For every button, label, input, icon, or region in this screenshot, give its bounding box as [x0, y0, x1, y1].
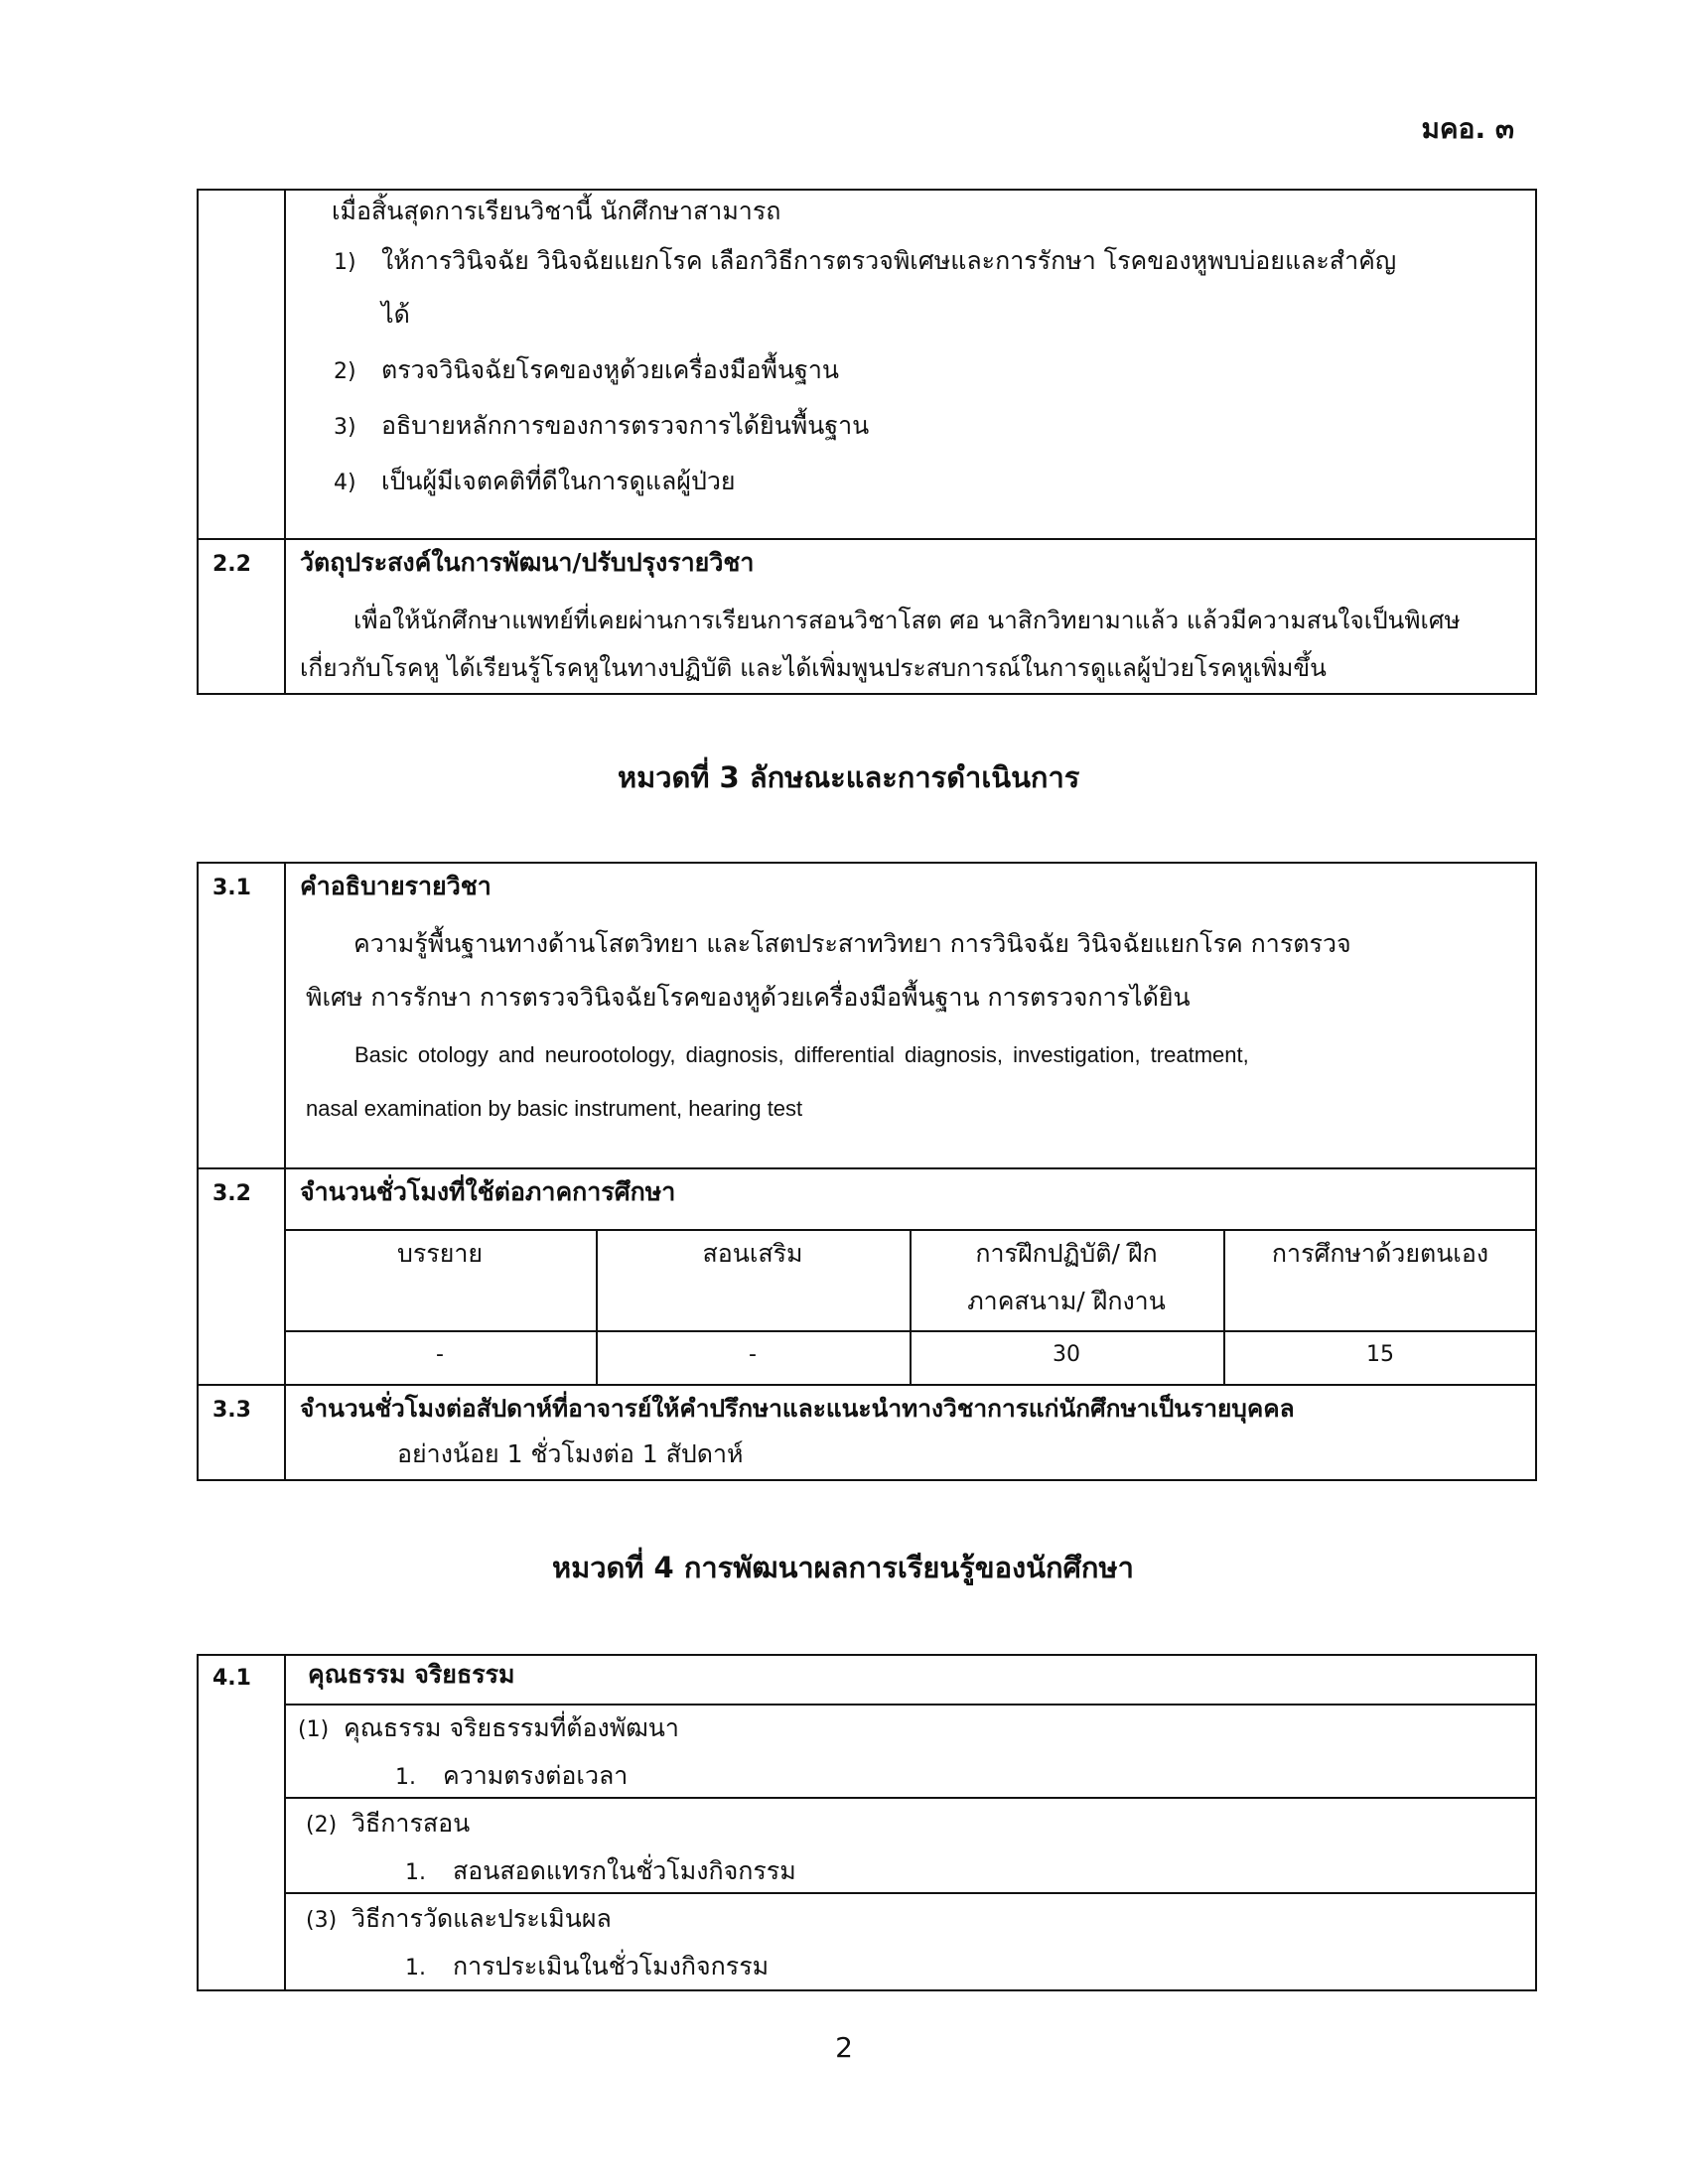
- table-divider: [284, 862, 286, 1481]
- course-description-thai: พิเศษ การรักษา การตรวจวินิจฉัยโรคของหูด้วยเครื่องมือพื้นฐาน การตรวจการได้ยิน: [306, 983, 1191, 1012]
- hours-value: 30: [1053, 1342, 1080, 1367]
- section-heading: คุณธรรม จริยธรรม: [308, 1660, 515, 1689]
- section-number: 4.1: [212, 1666, 251, 1691]
- section-number: 3.1: [212, 876, 251, 900]
- section-number: 2.2: [212, 552, 251, 577]
- objective-text: อธิบายหลักการของการตรวจการได้ยินพื้นฐาน: [381, 411, 870, 440]
- list-item-number: 1.: [405, 1860, 426, 1885]
- section-4-title: หมวดที่ 4 การพัฒนาผลการเรียนรู้ของนักศึกษา: [552, 1551, 1134, 1584]
- document-code: มคอ. ๓: [1421, 112, 1514, 145]
- section-heading: จำนวนชั่วโมงต่อสัปดาห์ที่อาจารย์ให้คำปรึกษาและแนะนำทางวิชาการแก่นักศึกษาเป็นรายบุคคล: [300, 1394, 1295, 1423]
- objective-number: 1): [334, 250, 356, 275]
- subsection-number: (3): [306, 1908, 338, 1933]
- section-heading: วัตถุประสงค์ในการพัฒนา/ปรับปรุงรายวิชา: [300, 548, 755, 577]
- section-3-title: หมวดที่ 3 ลักษณะและการดำเนินการ: [618, 760, 1080, 794]
- course-description-thai: ความรู้พื้นฐานทางด้านโสตวิทยา และโสตประสาทวิทยา การวินิจฉัย วินิจฉัยแยกโรค การตรวจ: [353, 929, 1351, 958]
- objective-number: 4): [334, 471, 356, 495]
- hours-value: 15: [1366, 1342, 1394, 1367]
- table-divider: [284, 189, 286, 695]
- table-divider: [197, 1384, 1537, 1386]
- objective-text: เป็นผู้มีเจตคติที่ดีในการดูแลผู้ป่วย: [381, 467, 736, 495]
- section-number: 3.2: [212, 1181, 251, 1206]
- section-number: 3.3: [212, 1398, 251, 1423]
- course-description-english: Basic otology and neurootology, diagnosis, differential diagnosis, investigation, treatment,: [354, 1042, 1249, 1067]
- objective-text-continued: ได้: [381, 300, 410, 329]
- table-divider: [284, 1797, 1537, 1799]
- list-item: การประเมินในชั่วโมงกิจกรรม: [453, 1952, 770, 1980]
- objective-text: ให้การวินิจฉัย วินิจฉัยแยกโรค เลือกวิธีการตรวจพิเศษและการรักษา โรคของหูพบบ่อยและสำคัญ: [381, 246, 1397, 275]
- section-body: อย่างน้อย 1 ชั่วโมงต่อ 1 สัปดาห์: [397, 1439, 744, 1468]
- objective-number: 3): [334, 415, 356, 440]
- list-item-number: 1.: [395, 1765, 416, 1790]
- hours-column-header: การฝึกปฏิบัติ/ ฝึก: [975, 1239, 1158, 1268]
- subsection-label: วิธีการสอน: [352, 1809, 471, 1838]
- subsection-number: (2): [306, 1813, 338, 1838]
- section-body: เพื่อให้นักศึกษาแพทย์ที่เคยผ่านการเรียนการสอนวิชาโสต ศอ นาสิกวิทยามาแล้ว แล้วมีความสนใจเป็นพิเศษ: [353, 606, 1461, 634]
- hours-column-header-continued: ภาคสนาม/ ฝึกงาน: [967, 1287, 1166, 1315]
- table-divider: [197, 538, 1537, 540]
- list-item-number: 1.: [405, 1956, 426, 1980]
- subsection-label: คุณธรรม จริยธรรมที่ต้องพัฒนา: [344, 1713, 679, 1742]
- page-number: 2: [835, 2031, 853, 2064]
- course-description-english: nasal examination by basic instrument, hearing test: [306, 1096, 803, 1121]
- subsection-number: (1): [298, 1717, 330, 1742]
- list-item: สอนสอดแทรกในชั่วโมงกิจกรรม: [453, 1856, 796, 1885]
- table-divider: [284, 1167, 1537, 1169]
- objectives-intro: เมื่อสิ้นสุดการเรียนวิชานี้ นักศึกษาสามารถ: [332, 197, 781, 225]
- subsection-label: วิธีการวัดและประเมินผล: [352, 1904, 612, 1933]
- table-divider: [284, 1892, 1537, 1894]
- objective-text: ตรวจวินิจฉัยโรคของหูด้วยเครื่องมือพื้นฐาน: [381, 355, 839, 384]
- objective-number: 2): [334, 359, 356, 384]
- section-body: เกี่ยวกับโรคหู ได้เรียนรู้โรคหูในทางปฏิบัติ และได้เพิ่มพูนประสบการณ์ในการดูแลผู้ป่วยโรคหูเพิ่มขึ้น: [300, 653, 1327, 682]
- table-divider: [284, 1704, 1537, 1706]
- hours-column-header: สอนเสริม: [702, 1239, 803, 1268]
- hours-column-header: การศึกษาด้วยตนเอง: [1271, 1239, 1489, 1268]
- table-divider: [197, 1167, 284, 1169]
- hours-value: -: [436, 1342, 444, 1367]
- list-item: ความตรงต่อเวลา: [443, 1761, 629, 1790]
- section-heading: จำนวนชั่วโมงที่ใช้ต่อภาคการศึกษา: [300, 1177, 676, 1206]
- hours-value: -: [749, 1342, 757, 1367]
- section-heading: คำอธิบายรายวิชา: [300, 872, 492, 900]
- hours-column-header: บรรยาย: [396, 1239, 484, 1268]
